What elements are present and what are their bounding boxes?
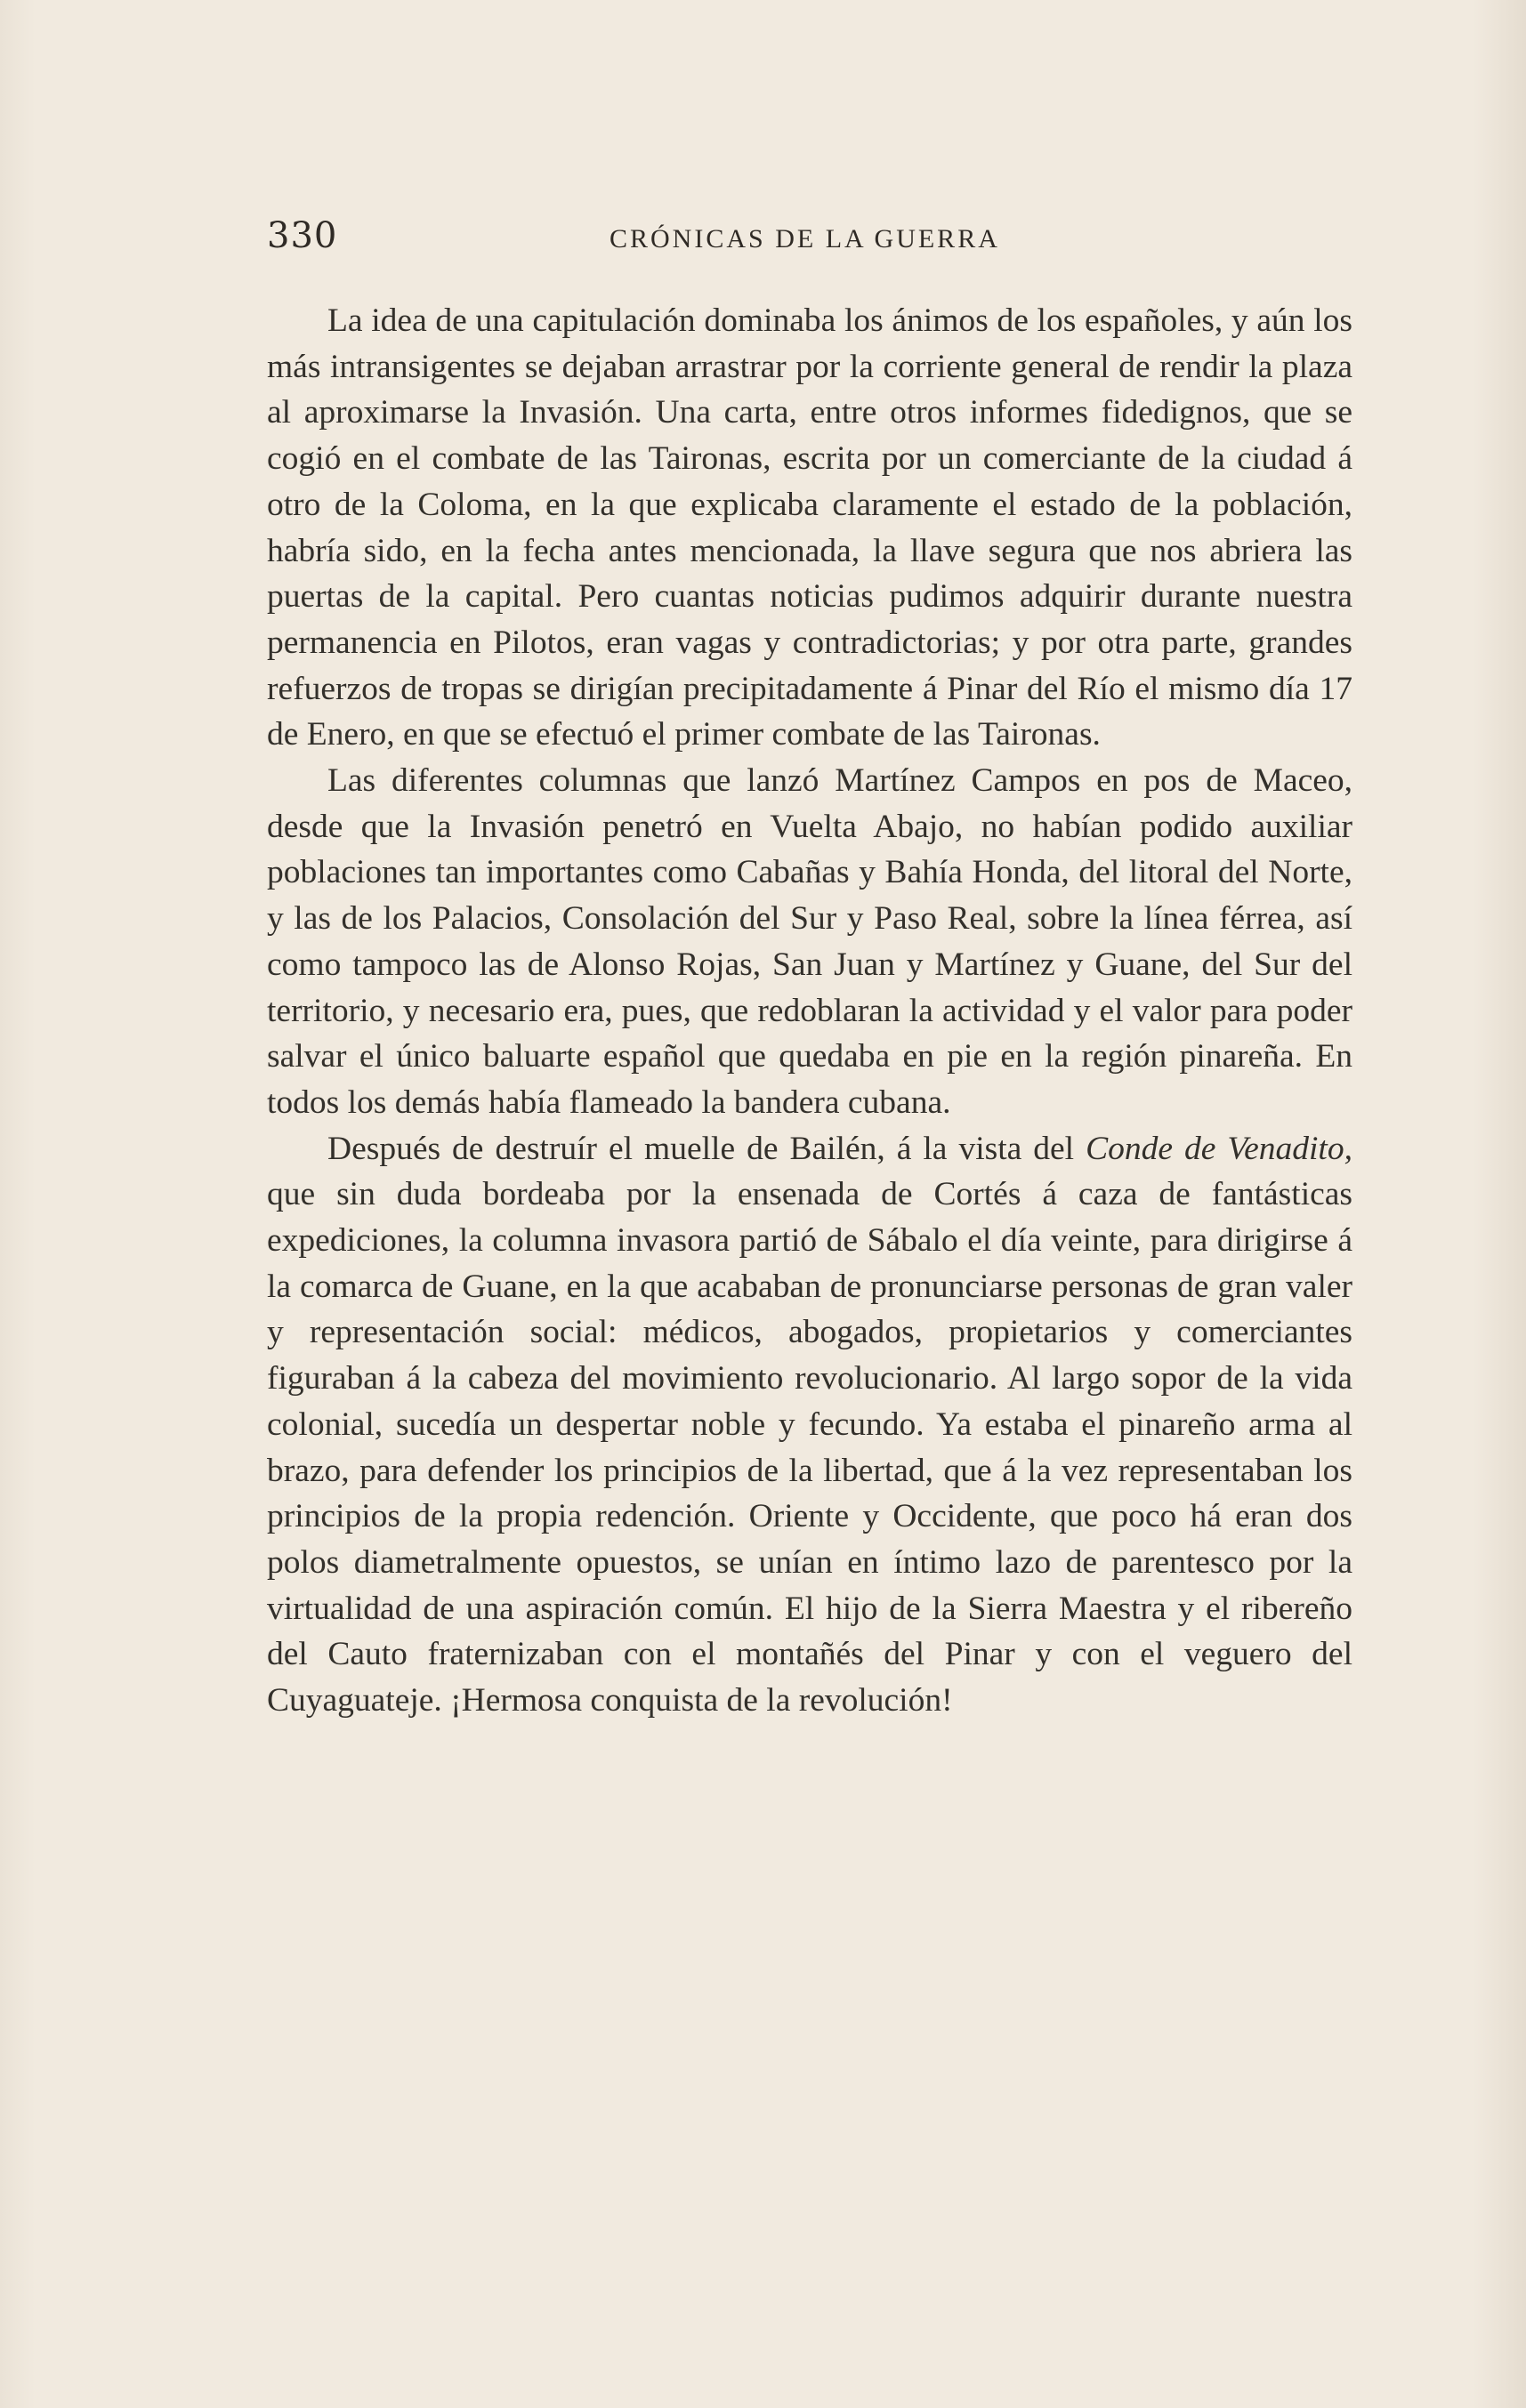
paragraph-2: Las diferentes columnas que lanzó Martínez Campos en pos de Maceo, desde que la Invasión penetró en Vuelta Abajo, no habían podido auxiliar poblaciones tan importantes como Cabañas y Bahía Honda, del litoral del Norte, y las de los Palacios, Consolación del Sur y Paso Real, sobre la línea férrea, así como tampoco las de Alonso Rojas, San Juan y Martínez y Guane, del Sur del territorio, y necesario era, pues, que redoblaran la actividad y el valor para poder salvar el único baluarte español que quedaba en pie en la región pinareña. En todos los demás había flameado la bandera cubana. — [267, 762, 1352, 1121]
paragraph-3-lead: Después de destruír el muelle de Bailén, á la vista del — [327, 1130, 1086, 1167]
ship-name-italic: Conde de Venadito, — [1086, 1130, 1352, 1167]
paragraph-3 — [267, 1126, 1352, 1724]
body-text — [267, 298, 1352, 1724]
paragraph-1: La idea de una capitulación dominaba los ánimos de los españoles, y aún los más intransigentes se dejaban arrastrar por la corriente general de rendir la plaza al aproximarse la Invasión. Una carta, entre otros informes fidedignos, que se cogió en el combate de las Taironas, escrita por un comerciante de la ciudad á otro de la Coloma, en la que explicaba claramente el estado de la población, habría sido, en la fecha antes mencionada, la llave segura que nos abriera las puertas de la capital. Pero cuantas noticias pudimos adquirir durante nuestra permanencia en Pilotos, eran vagas y contradictorias; y por otra parte, grandes refuerzos de tropas se dirigían precipitadamente á Pinar del Río el mismo día 17 de Enero, en que se efectuó el primer combate de las Taironas. — [267, 302, 1352, 753]
paragraph-3-rest: que sin duda bordeaba por la ensenada de Cortés á caza de fantásticas expediciones, la columna invasora partió de Sábalo el día veinte, para dirigirse á la comarca de Guane, en la que acababan de pronunciarse personas de gran valer y representación social: médicos, abogados, propietarios y comerciantes figuraban á la cabeza del movimiento revolucionario. Al largo sopor de la vida colonial, sucedía un despertar noble y fecundo. Ya estaba el pinareño arma al brazo, para defender los principios de la libertad, que á la vez representaban los principios de la propia redención. Oriente y Occidente, que poco há eran dos polos diametralmente opuestos, se unían en íntimo lazo de parentesco por la virtualidad de una aspiración común. El hijo de la Sierra Maestra y el ribereño del Cauto fraternizaban con el montañés del Pinar y con el veguero del Cuyaguateje. ¡Hermosa conquista de la revolución! — [267, 1176, 1352, 1719]
running-title: CRÓNICAS DE LA GUERRA — [610, 224, 1000, 254]
page-number: 330 — [267, 215, 338, 256]
page-header — [267, 215, 1352, 260]
